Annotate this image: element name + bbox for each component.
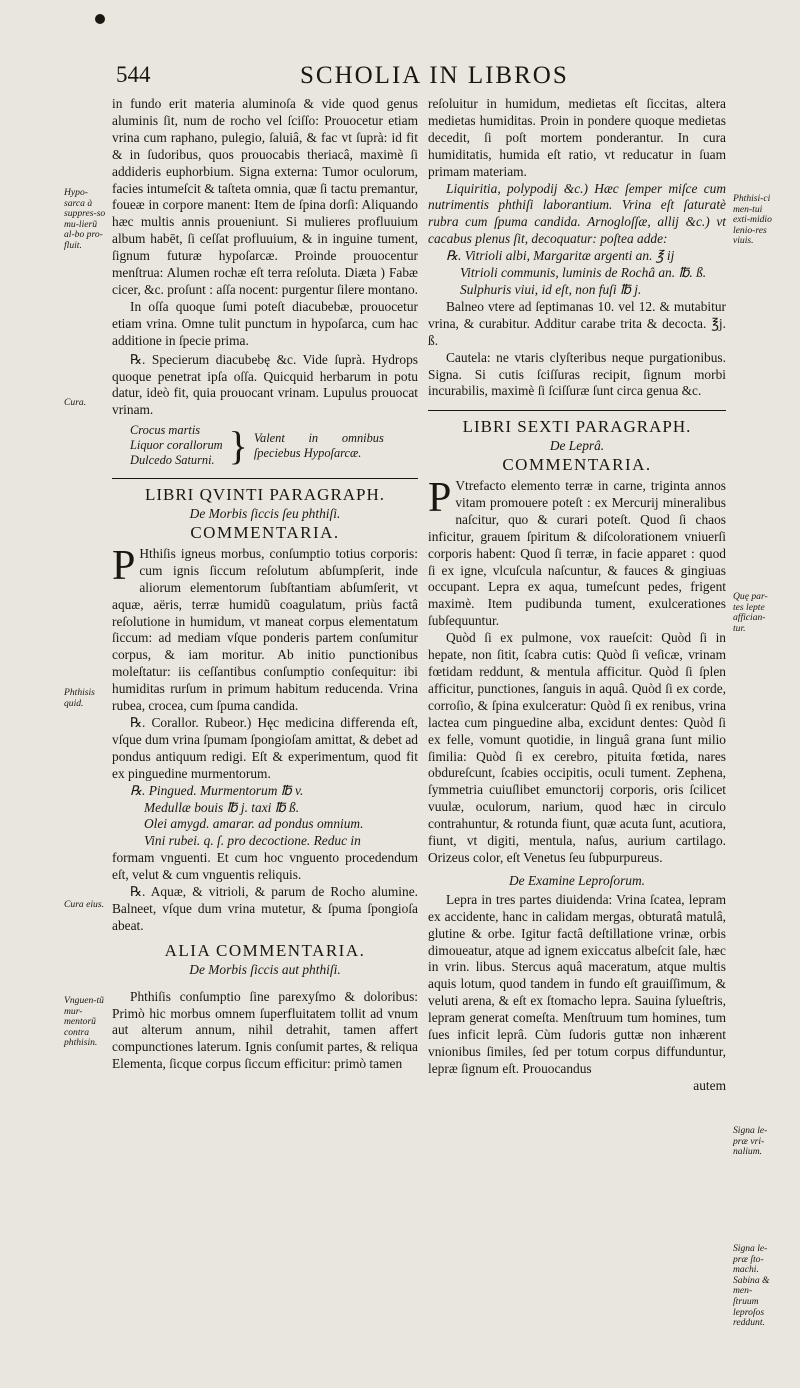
margin-note: Phthisi-ci men-tui exti-midio lenio-res viuis. [733,193,772,247]
margin-note: Cura eius. [64,899,104,910]
paragraph: Phthiſis conſumptio ſine parexyſmo & doloribus: Primò hic morbus omnem ſuperfluitatem tollit ad vnum aut alterum annum, nihil detrahit, tamen affert compunctiones laterum. Ignis conſumit partes, & reliqua Elementa, ſicque corpus ſiccum efficitur: primò tamen [112,988,418,1072]
margin-note: Cura. [64,397,87,408]
section-commentaria: COMMENTARIA. [190,523,340,543]
section-subtitle: De Leprâ. [549,438,605,454]
recipe [112,783,418,851]
recipe-line: Vini rubei. q. ſ. pro decoctione. Reduc in [144,833,361,849]
paragraph: ℞. Corallor. Rubeor.) Hęc medicina differenda eſt, vſque dum vrina ſpumam ſpongioſam amittat, & debet ad pondus antiquum redigi. Eſt & experimentum, quod fit ex pinguedine murmentorum. [112,715,418,781]
recipe-line: Vitrioli communis, luminis de Rochâ an. ℔. ß. [460,265,707,281]
section-commentaria: COMMENTARIA. [502,455,652,475]
recipe-line: Sulphuris viui, id eſt, non fuſi ℔ j. [460,281,642,297]
margin-note: Quę par-tes lepte affician-tur. [733,591,768,634]
drop-cap: P [428,475,452,522]
spacer [112,981,418,989]
recipe [428,248,726,299]
section-subtitle: De Morbis ſiccis ſeu phthiſi. [189,506,341,522]
paragraph-text: Vtrefacto elemento terræ in carne, triginta annos vitam promouere poteſt : ex Mercurij mineralibus naſcitur, quo & curari poteſt. Quod ſi chaos inficitur, grauem ſpiritum & diſcolorationem vniuerſi corporis habent: Quod ſi terræ, in facie apparet : quod ſi ex igne, vlcuſcula naſcuntur, & fauces & gingiuas occupant. Lepra ex aqua, tumeſcunt pedes, frigent maximè. Item pudibunda tument, exulcerationes ſubſequuntur. [428,478,726,629]
paragraph: Cautela: ne vtaris clyſteribus neque purgationibus. Signa. Si cutis ſciſſuras recipit, ſignum morbi incurabilis, maximè ſi ſciſſuræ ſunt circa genua &c. [428,349,726,399]
paragraph: ℞. Aquæ, & vitrioli, & parum de Rocho alumine. Balneet, vſque dum vrina mutetur, & ſpuma ſpongioſa abeat. [112,884,418,933]
section-subtitle: De Examine Leproſorum. [509,872,645,888]
paragraph: formam vnguenti. Et cum hoc vnguento procedendum eſt, velut & cum vnguentis reliquis. [112,850,418,883]
right-column [428,96,726,1095]
paragraph [112,542,418,715]
margin-note: Vnguen-tũ mur-mentorũ contra phthisin. [64,995,104,1049]
margin-note: Hypo-sarca à suppres-so mu-lierũ al-bo pro-fluit. [64,187,106,251]
recipe-line: Medullæ bouis ℔ j. taxi ℔ ß. [144,799,300,815]
ingredient: Crocus martis [130,423,201,438]
paragraph: Balneo vtere ad ſeptimanas 10. vel 12. & mutabitur vrina, & curabitur. Additur carabe trita & decocta. ℥j. ß. [428,298,726,348]
paragraph: ℞. Specierum diacubebę &c. Vide ſuprà. Hydrops quoque penetrat ipſa oſſa. Quicquid herbarum in potu datur, ideò fit, quia prouocant vrinam. Lupulus prouocat vrinam. [112,351,418,418]
section-rule [112,478,418,479]
paragraph-text: Hthiſis igneus morbus, conſumptio totius corporis: cum ignis ſiccum reſolutum abſumpſerit, inde aliorum elementorum ſubſtantiam abſumſerit, vt aquæ, aëris, terræ humidũ coagulatum, priùs factâ reſolutione in humidum, vt maneat corpus elementatum ſiccum: ad mediam vſque ponderis partem conſumitur corpus, & iam moritur. Ab initio punctionibus moleſtatur: iis ceſſantibus conſumptio conſequitur: ibi humiditas rurſum in primum habitum reducenda. Vrina rubea, crocea, cum ſpuma candida. [112,545,418,714]
recipe-brace [130,423,418,468]
ink-spot [95,14,105,24]
page-number: 544 [116,62,151,87]
section-subtitle: De Morbis ſiccis aut phthiſi. [189,961,341,977]
page-header [0,62,800,96]
section-heading: ALIA COMMENTARIA. [164,940,366,960]
drop-cap: P [112,542,136,589]
brace-glyph: } [228,422,248,468]
margin-note: Signa le-præ vri-nalium. [733,1125,768,1158]
ingredient: Dulcedo Saturni. [130,453,215,468]
catchword: autem [693,1077,726,1093]
section-heading: LIBRI QVINTI PARAGRAPH. [144,485,386,505]
recipe-line: ℞. Vitrioli albi, Margaritæ argenti an. ℥ ij [446,248,675,264]
recipe-line: ℞. Pingued. Murmentorum ℔ v. [130,782,304,798]
section-rule [428,410,726,411]
running-head: SCHOLIA IN LIBROS [300,62,569,89]
brace-note: Valent in omnibus ſpeciebus Hypoſarcæ. [253,430,384,460]
paragraph: Liquiritia, polypodij &c.) Hæc ſemper miſce cum nutrimentis phthiſi laborantium. Vrina eſt ſaturatè rubra cum ſpuma candida. Arnogloſſæ, allij &c.) vt cacabus plenus ſit, decoquatur: poſtea adde: [428,180,726,247]
paragraph: Lepra in tres partes diuidenda: Vrina ſcatea, lepram ex accidente, hanc in calidam mergas, obturatâ matulâ, glutine & orbe. Igitur factâ deſtillatione vrinæ, orbis dimoueatur, atque ad ignem exiccatus albeſcit ſale, hæc in vrin. libus. Stercus aquâ maceratum, atque multis aquis lotum, quod tandem in fundo eſt grauiſſimum, & veluti arena, & eſt ex ſtomacho lepra. Sauina ſylueſtris, lepram generat comeſta. Menſtruum tum homines, tum ſues inficit leprâ. Cùm ſudoris guttæ non inhærent vnionibus ſimiles, ſed per totum corpus diffunduntur, lepræ ſignum eſt. Prouocandus [428,891,726,1076]
ingredient: Liquor corallorum [130,438,223,453]
paragraph: In oſſa quoque ſumi poteſt diacubebæ, prouocetur etiam vrina. Omne tulit punctum in hypoſarca, cum hac additione in ſpecie prima. [112,298,418,348]
paragraph: Quòd ſi ex pulmone, vox raueſcit: Quòd ſi in hepate, non ſitit, ſcabra cutis: Quòd ſi veſicæ, vrinam fœtidam reddunt, & mentula afficitur. Quòd ſi ſplen afficitur, punctiones, ſanguis in aquâ. Quòd ſi ex corde, corroſio, & ſpina exulceratur: Quòd ſi ex renibus, vrina lactea cum pinguedine alba, excidunt dentes: Quòd ſi ex felle, vomunt quotidie, in linguâ grana ſunt milio ſimilia: Quòd ſi ex cerebro, pituita fœtida, nares obdureſcunt, ſcabies occipitis, oculi tument. Zephena, ſymmetria cuiuſlibet emunctorij corporis, oris ſcilicet vuulæ, oculorum, narium, quod hæc in circulo contrahuntur, & rotunda fiunt, quæ acuta ſunt, acutiora, fiunt, vt digiti, mentula, naſus, aurium cartilago. Orizeus color, eſt Venetus ſeu ſubpurpureus. [428,630,726,865]
paragraph: reſoluitur in humidum, medietas eſt ſiccitas, altera medietas humiditas. Proin in pondere quoque medietas decedit, ſi poſt mortem ponderantur. In cura humiditatis, humida eſt ratio, vt reducatur in ſuam primam materiam. [428,96,726,179]
margin-note: Phthisis quid. [64,687,95,709]
section-heading: LIBRI SEXTI PARAGRAPH. [462,417,692,437]
paragraph [428,475,726,630]
left-column [112,96,418,1073]
paragraph: in fundo erit materia aluminoſa & vide quod genus aluminis ſit, num de rocho vel ſciſſo: Prouocetur etiam vrina cum raphano, pulegio, ſaluiâ, & fac vt ſuprà: id fit & in ſudoribus, quos prouocabis theriacâ, maximè ſi addideris euphorbium. Signa externa: Tumor oculorum, facies intumeſcit & taſteta omnia, quæ ſi tactu premantur, foueæ in corpore manent: Item de ſpina dorſi: Aliquando hæc multis annis proueniunt. Si mulieres profluuium album habēt, ſi ceſſat profluuium, & in inguine tument, ſignum futuræ hypoſarcæ. Proinde prouocentur menſtrua: Alumen rochæ eſt terra reſoluta. Diæta ) Fabæ cicer, &c. proſunt : aſſa nocent: purgentur ſilere montano. [112,96,418,297]
margin-note: Signa le-præ ſto-machi. Sabina & men-ſtruum leproſos reddunt. [733,1243,770,1329]
recipe-line: Olei amygd. amarar. ad pondus omnium. [144,816,364,832]
